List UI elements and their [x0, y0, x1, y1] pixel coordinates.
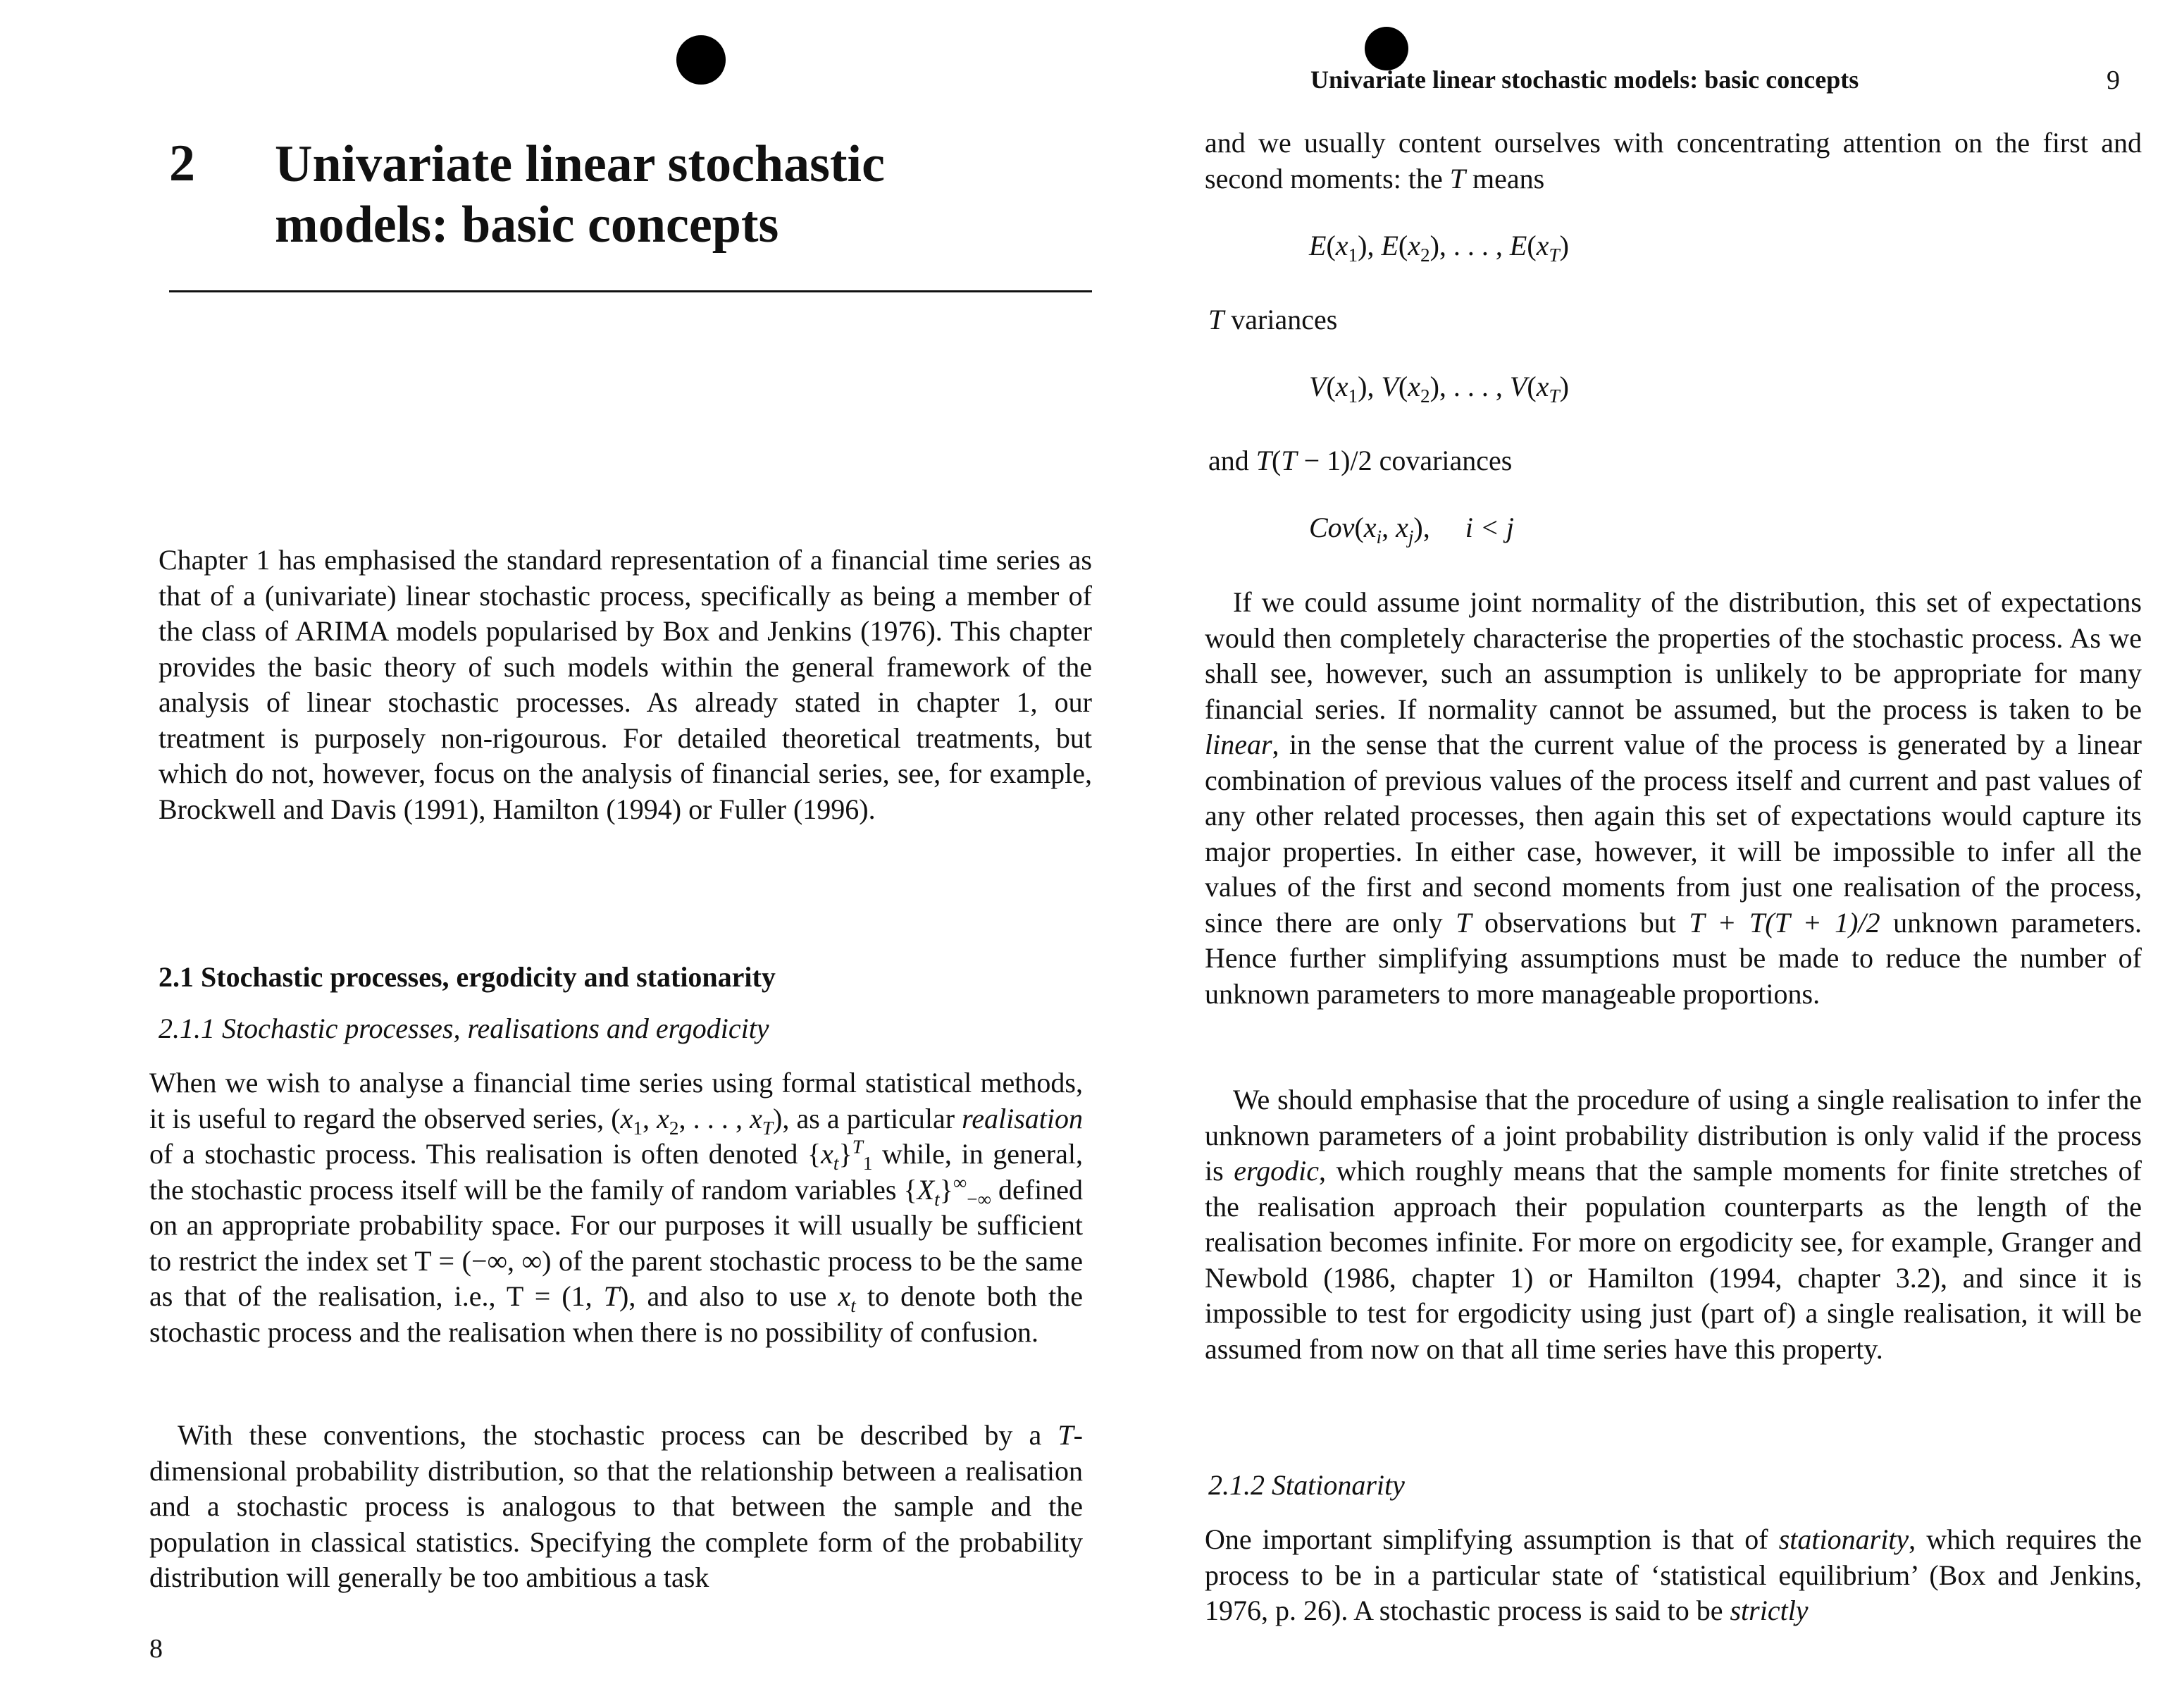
- equation-means: $E(x_1)$, $E(x_2)$, . . . , $E(x_T)$: [1309, 230, 1569, 266]
- paragraph-stationarity: One important simplifying assumption is that of stationarity, which requires the process to be in a particular state of ‘statistical equilibrium’ (Box and Jenkins, 1976, p. 26). A stochastic process is said to be strictly: [1205, 1523, 2142, 1626]
- variances-label: T variances: [1208, 304, 1338, 335]
- term-strictly: strictly: [1730, 1595, 1809, 1626]
- paragraph-conventions: With these conventions, the stochastic process can be described by a T-dimensional probability distribution, so that the relationship between a realisation and a stochastic process is analogous to that between the sample and the population in classical statistics. Specifying the complete form of the probability distribution will generally be too ambitious a task: [149, 1419, 1083, 1593]
- term-stationarity: stationarity: [1778, 1523, 1909, 1555]
- paragraph-realisation: When we wish to analyse a financial time series using formal statistical methods, it is useful to regard the observed series, ($x_1$, $x_2$, . . . , $x_T$), as a particular realisation of a stochastic process. This realisation is often denoted $\{x_t\}^T_1$ while, in general, the stochastic process itself will be the family of random variables $\{X_t\}^\infty_{-\infty}$ defined on an appropriate probability space. For our purposes it will usually be sufficient to restrict the index set T = (−∞, ∞) of the parent stochastic process to be the same as that of the realisation, i.e., T = (1, T), and also to use $x_t$ to denote both the stochastic process and the realisation when there is no possibility of confusion.: [149, 1067, 1084, 1348]
- term-ergodic: ergodic: [1234, 1155, 1319, 1187]
- equation-variances: $V(x_1)$, $V(x_2)$, . . . , $V(x_T)$: [1309, 371, 1569, 407]
- intro-paragraph: Chapter 1 has emphasised the standard representation of a financial time series as that of a (univariate) linear stochastic process, specifically as being a member of the class of ARIMA models popularised by Box and Jenkins (1976). This chapter provides the basic theory of such models within the general framework of the analysis of linear stochastic processes. As already stated in chapter 1, our treatment is purposely non-rigourous. For detailed theoretical treatments, but which do not, however, focus on the analysis of financial series, see, for example, Brockwell and Davis (1991), Hamilton (1994) or Fuller (1996).: [159, 544, 1092, 825]
- paragraph-ergodic: We should emphasise that the procedure of using a single realisation to infer the unknown parameters of a joint probability distribution is only valid if the process is ergodic, which roughly means that the sample moments for finite stretches of the realisation approach their population counterparts as the length of the realisation becomes infinite. For more on ergodicity see, for example, Granger and Newbold (1986, chapter 1) or Hamilton (1994, chapter 3.2), and since it is impossible to test for ergodicity using just (part of) a single realisation, it will be assumed from now on that all time series have this property.: [1205, 1084, 2142, 1365]
- chapter-title-line1: Univariate linear stochastic: [275, 135, 885, 193]
- subsection-heading: 2.1.1 Stochastic processes, realisations and ergodicity: [159, 1013, 769, 1044]
- term-realisation: realisation: [962, 1102, 1084, 1134]
- chapter-rule: [169, 290, 1092, 292]
- ink-blot: [1365, 27, 1408, 70]
- page-number-left: 8: [149, 1634, 163, 1664]
- running-head: Univariate linear stochastic models: basic concepts: [1310, 66, 1859, 94]
- subsection-heading-stationarity: 2.1.2 Stationarity: [1208, 1469, 1405, 1501]
- paragraph-moments: and we usually content ourselves with concentrating attention on the first and second moments: the T means: [1205, 127, 2142, 194]
- chapter-number: 2: [169, 135, 195, 192]
- equation-covariances: $Cov(x_i$, $x_j$), i < j: [1309, 512, 1514, 547]
- section-heading: 2.1 Stochastic processes, ergodicity and stationarity: [159, 961, 776, 993]
- paragraph-normality: If we could assume joint normality of the distribution, this set of expectations would then completely characterise the properties of the stochastic process. As we shall see, however, such an assumption is unlikely to be appropriate for many financial series. If normality cannot be assumed, but the process is taken to be linear, in the sense that the current value of the process is generated by a linear combination of previous values of the process itself and current and past values of any other related processes, then again this set of expectations would capture its major properties. In either case, however, it will be impossible to infer all the values of the first and second moments from just one realisation of the process, since there are only T observations but T + T(T + 1)/2 unknown parameters. Hence further simplifying assumptions must be made to reduce the number of unknown parameters to more manageable proportions.: [1205, 586, 2142, 1010]
- covariances-label: and T(T − 1)/2 covariances: [1208, 445, 1513, 476]
- right-page: [1088, 0, 2177, 1708]
- ink-blot: [676, 35, 726, 85]
- term-linear: linear: [1205, 729, 1272, 760]
- chapter-title: [275, 134, 1085, 255]
- page-number-right: 9: [2107, 66, 2120, 95]
- chapter-title-line2: models: basic concepts: [275, 196, 779, 254]
